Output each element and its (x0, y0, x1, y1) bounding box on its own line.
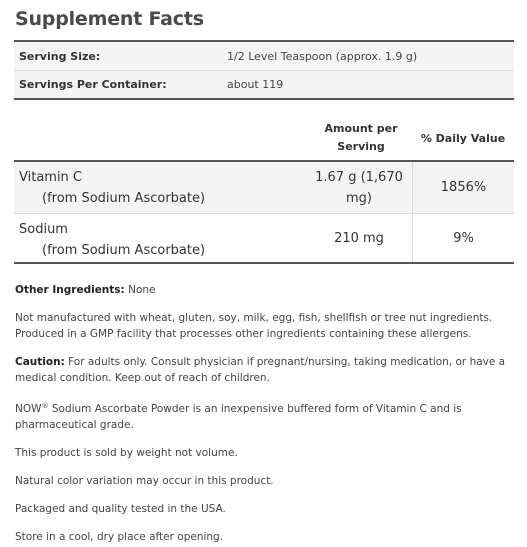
description-text: Sodium Ascorbate Powder is an inexpensive buffered form of Vitamin C and is pharmaceutical grade. (15, 403, 462, 431)
description-note (15, 398, 510, 433)
serving-size-row (14, 42, 514, 70)
other-ingredients-note (15, 282, 510, 298)
allergen-note: Not manufactured with wheat, gluten, soy, milk, egg, fish, shellfish or tree nut ingredients. Produced in a GMP facility that processes other ingredients containing these allergens. (15, 312, 493, 340)
page-title: Supplement Facts (15, 8, 204, 30)
storage-note: Store in a cool, dry place after opening. (15, 531, 224, 543)
registered-mark: ® (41, 402, 49, 410)
color-variation-note: Natural color variation may occur in this product. (15, 475, 274, 487)
table-row (14, 162, 514, 213)
nutrient-amount-line1: 210 mg (334, 230, 384, 246)
weight-note: This product is sold by weight not volume. (15, 447, 238, 459)
product-notes (15, 282, 510, 547)
nutrient-source: (from Sodium Ascorbate) (42, 191, 206, 206)
packaging-note: Packaged and quality tested in the USA. (15, 503, 226, 515)
servings-per-container-label: Servings Per Container: (19, 78, 167, 91)
header-amount-line2: Serving (337, 140, 385, 153)
nutrient-amount-line2: mg) (346, 190, 372, 206)
serving-info-table (14, 40, 514, 100)
header-daily-value: % Daily Value (420, 131, 506, 145)
nutrient-name-cell (14, 162, 310, 213)
serving-size-value: 1/2 Level Teaspoon (approx. 1.9 g) (227, 49, 418, 63)
caution-value: For adults only. Consult physician if pregnant/nursing, taking medication, or have a medical condition. Keep out of reach of children. (15, 356, 506, 384)
brand-name: NOW (15, 403, 42, 415)
table-row (14, 213, 514, 264)
caution-label: Caution: (15, 356, 65, 368)
nutrient-amount-line1: 1.67 g (1,670 (315, 169, 403, 185)
nutrient-name-cell (14, 214, 310, 262)
nutrient-source: (from Sodium Ascorbate) (42, 243, 206, 258)
caution-note (15, 354, 510, 386)
nutrient-name: Sodium (19, 222, 68, 237)
header-amount-line1: Amount per (324, 122, 398, 135)
nutrient-daily-value: 9% (412, 214, 514, 262)
facts-table-header (14, 116, 514, 162)
nutrient-daily-value: 1856% (412, 162, 514, 213)
supplement-facts-table (14, 116, 514, 264)
other-ingredients-label: Other Ingredients: (15, 284, 125, 296)
serving-size-label: Serving Size: (19, 49, 101, 63)
header-amount-per-serving (310, 120, 412, 156)
nutrient-amount (310, 162, 412, 213)
servings-per-container-row (14, 70, 514, 98)
servings-per-container-value: about 119 (227, 78, 284, 91)
nutrient-amount (310, 214, 412, 262)
other-ingredients-value: None (124, 284, 156, 296)
nutrient-name: Vitamin C (19, 170, 83, 185)
